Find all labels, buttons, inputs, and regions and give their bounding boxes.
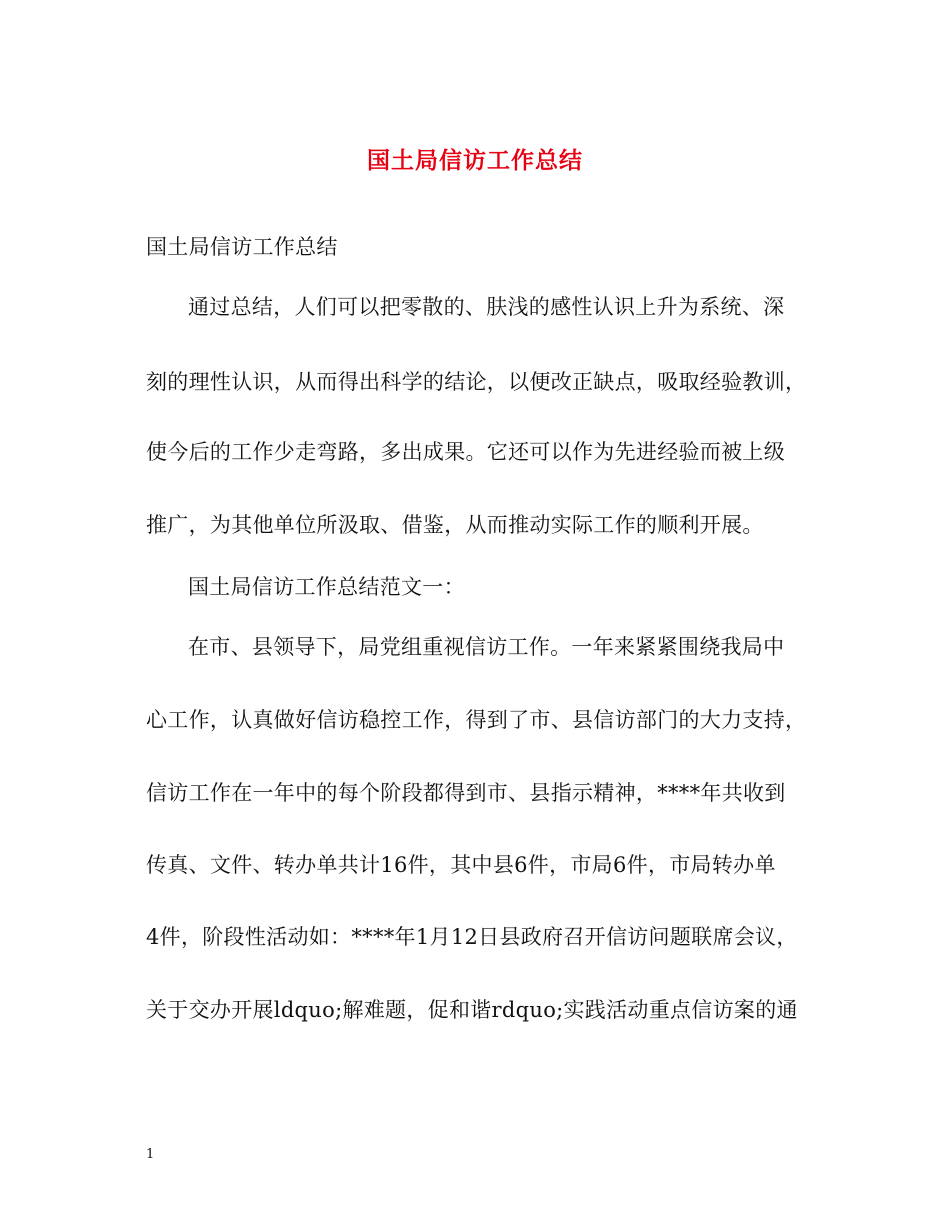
- paragraph-line: 4件，阶段性活动如：****年1月12日县政府召开信访问题联席会议，: [146, 925, 798, 949]
- paragraph-line: 刻的理性认识，从而得出科学的结论，以便改正缺点，吸取经验教训，: [146, 370, 807, 394]
- paragraph-line: 传真、文件、转办单共计16件，其中县6件，市局6件，市局转办单: [146, 853, 776, 877]
- paragraph-line: 通过总结，人们可以把零散的、肤浅的感性认识上升为系统、深: [188, 295, 785, 319]
- subtitle-line: 国土局信访工作总结: [146, 235, 338, 259]
- paragraph-line: 信访工作在一年中的每个阶段都得到市、县指示精神，****年共收到: [146, 781, 786, 805]
- paragraph-line: 心工作，认真做好信访稳控工作，得到了市、县信访部门的大力支持，: [146, 708, 807, 732]
- paragraph-line: 关于交办开展ldquo;解难题，促和谐rdquo;实践活动重点信访案的通: [146, 998, 798, 1022]
- paragraph-line: 使今后的工作少走弯路，多出成果。它还可以作为先进经验而被上级: [146, 440, 785, 464]
- paragraph-line: 在市、县领导下，局党组重视信访工作。一年来紧紧围绕我局中: [188, 635, 785, 659]
- document-title: 国土局信访工作总结: [367, 147, 583, 174]
- section-heading-line: 国土局信访工作总结范文一：: [188, 575, 465, 599]
- paragraph-line: 推广，为其他单位所汲取、借鉴，从而推动实际工作的顺利开展。: [146, 513, 764, 537]
- page-number: 1: [146, 1147, 155, 1162]
